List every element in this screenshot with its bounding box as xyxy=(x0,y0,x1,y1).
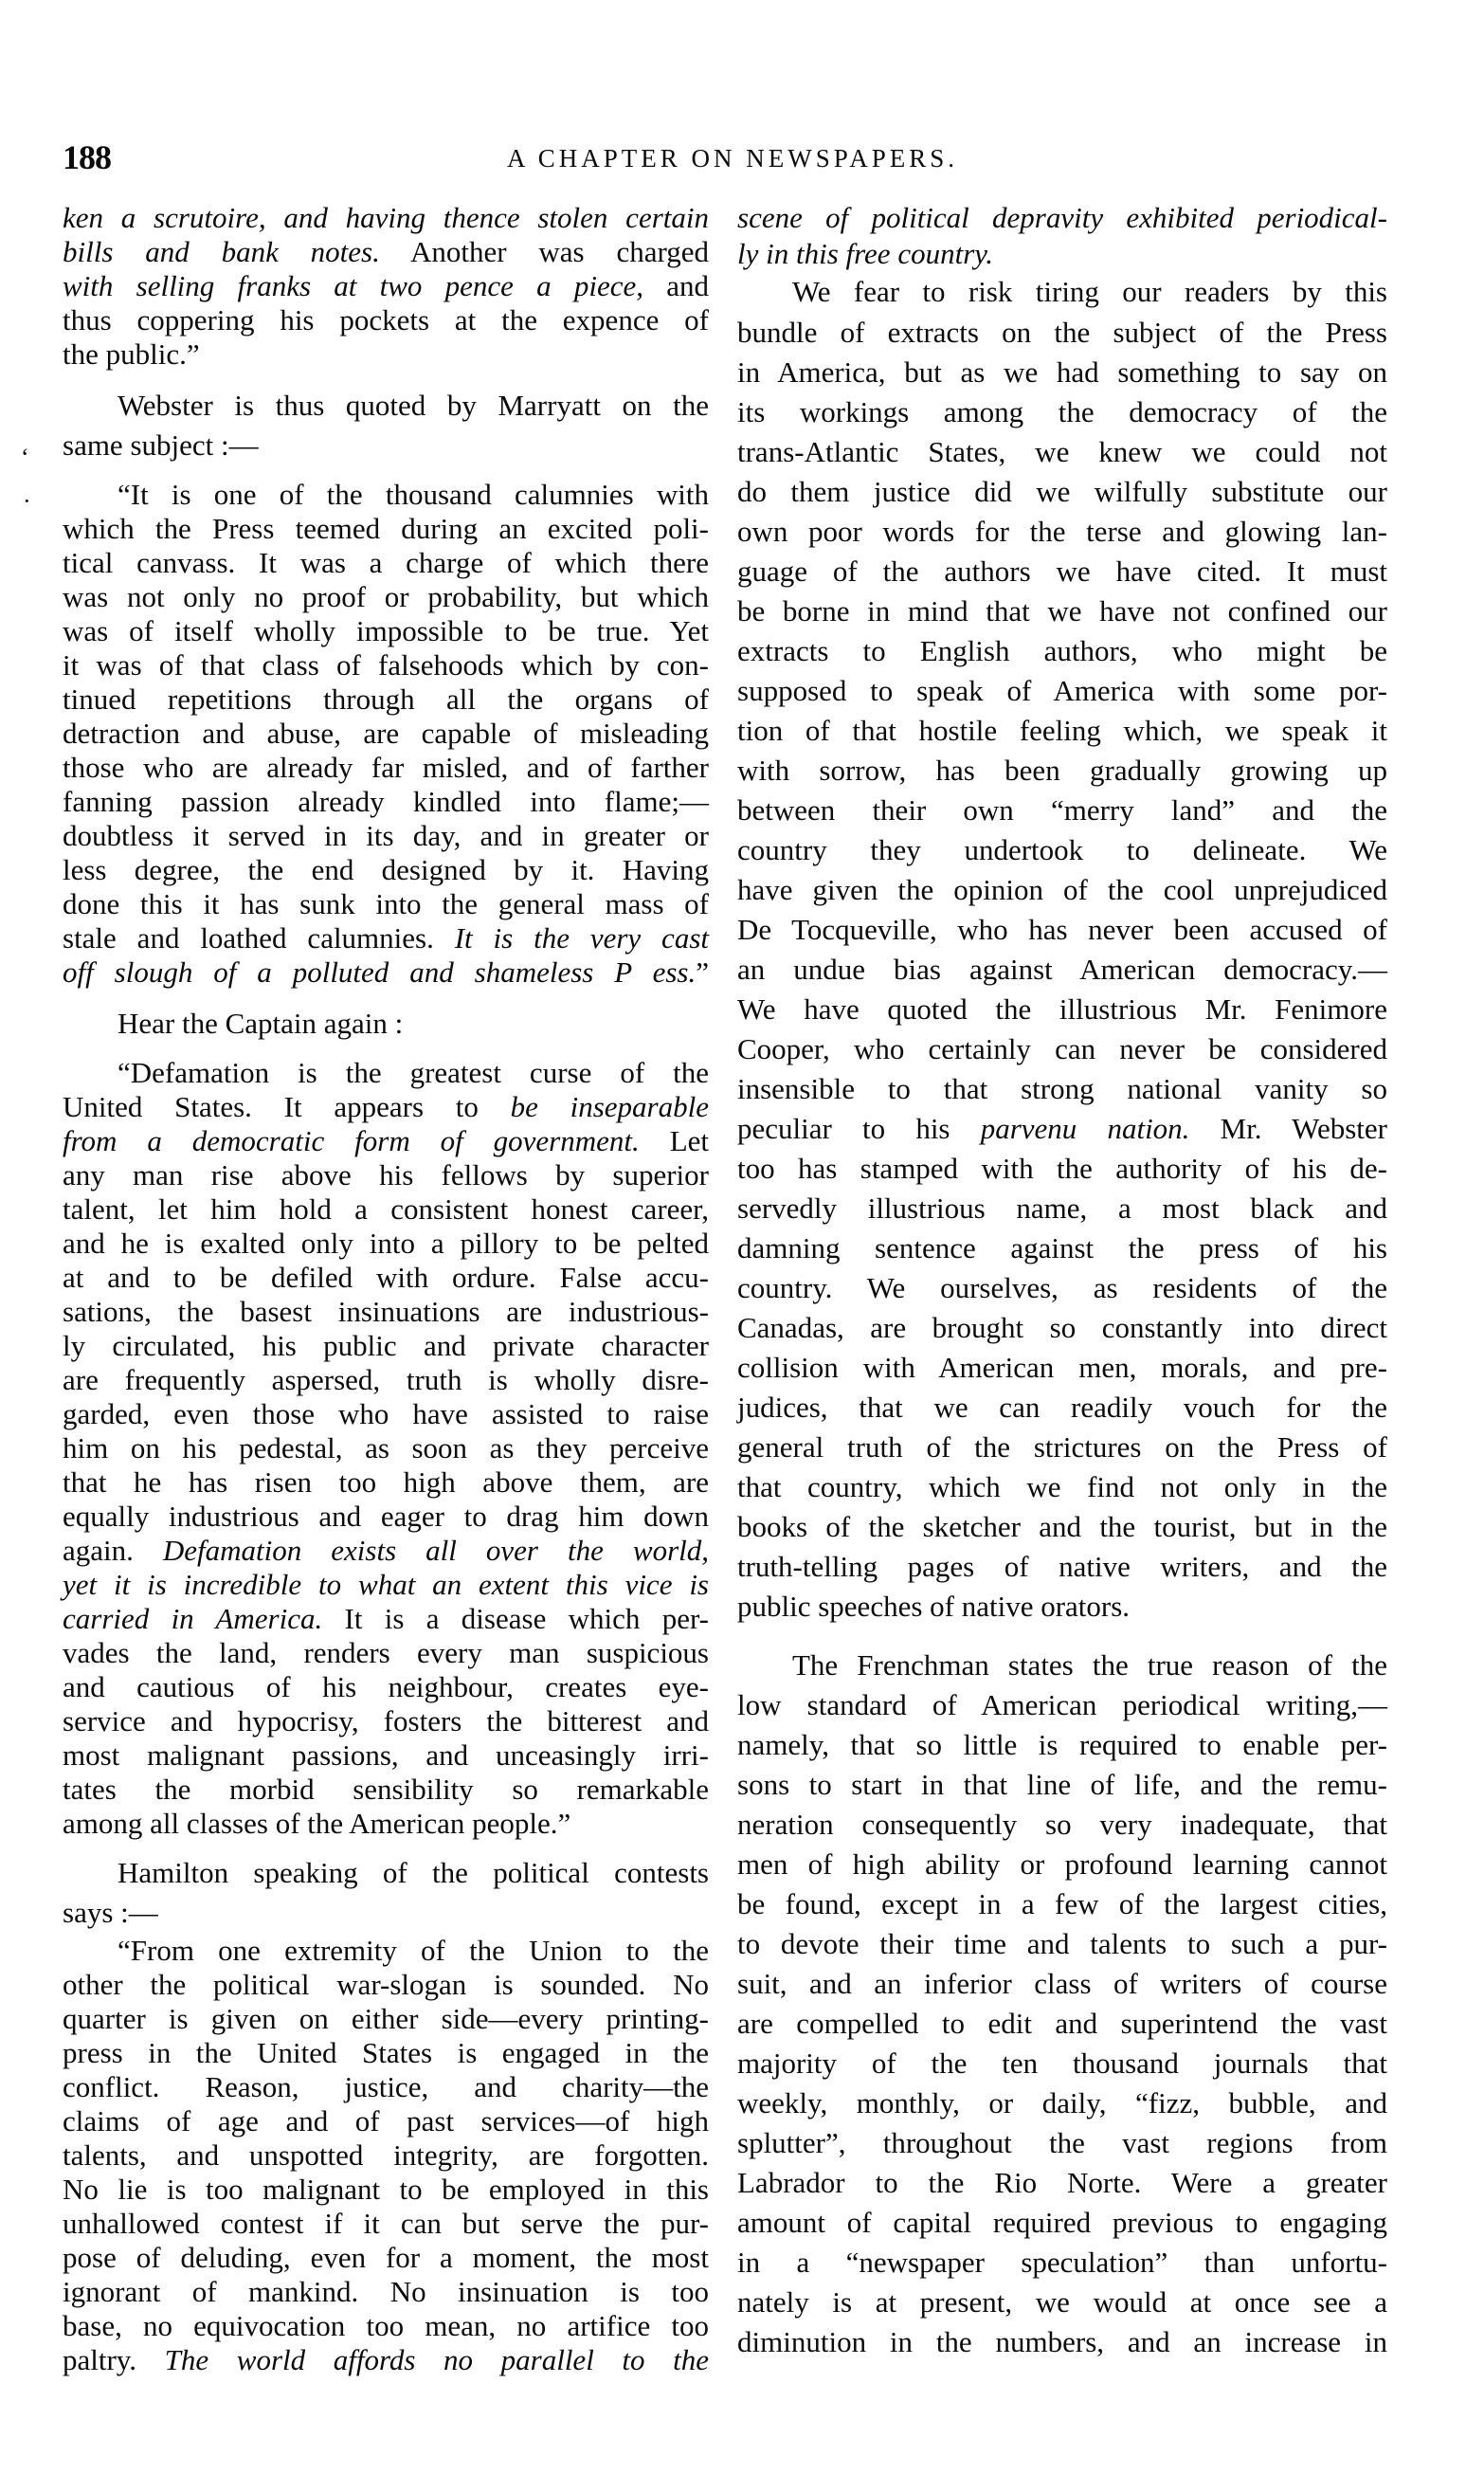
text-line xyxy=(63,2173,709,2210)
text-line xyxy=(63,2309,709,2347)
text-line xyxy=(737,1271,1387,1309)
text-segment: among all classes of the American people.” xyxy=(63,1807,571,1840)
text-segment: in America, but as we had something to say on xyxy=(737,355,1387,389)
text-segment: him on his pedestal, as soon as they perceive xyxy=(63,1431,709,1464)
text-segment: conflict. Reason, justice, and charity—the xyxy=(63,2070,709,2103)
text-line xyxy=(63,1227,709,1264)
text-segment: damning sentence against the press of his xyxy=(737,1231,1387,1264)
text-segment: suit, and an inferior class of writers of course xyxy=(737,1967,1387,2000)
text-line xyxy=(63,201,709,239)
text-segment: collision with American men, morals, and pre- xyxy=(737,1351,1387,1384)
text-segment: extracts to English authors, who might be xyxy=(737,634,1387,667)
text-line xyxy=(737,316,1387,354)
text-line xyxy=(63,2275,709,2313)
text-segment: sons to start in that line of life, and the remu- xyxy=(737,1768,1387,1801)
text-line xyxy=(737,634,1387,672)
text-segment: was not only no proof or probability, but which xyxy=(63,580,709,613)
text-line xyxy=(737,1231,1387,1269)
text-line xyxy=(737,1927,1387,1965)
text-segment: too has stamped with the authority of his de- xyxy=(737,1152,1387,1185)
italic-text: parvenu nation. xyxy=(980,1112,1190,1145)
text-line xyxy=(737,2246,1387,2283)
text-line xyxy=(63,1934,709,1972)
text-line xyxy=(737,1768,1387,1806)
text-segment: was of itself wholly impossible to be true. Yet xyxy=(63,614,709,647)
text-line xyxy=(63,478,709,516)
text-segment: weekly, monthly, or daily, “fizz, bubble, and xyxy=(737,2086,1387,2119)
text-line xyxy=(737,594,1387,632)
text-line xyxy=(737,1728,1387,1766)
text-segment: United States. It appears to xyxy=(63,1090,511,1123)
text-segment: at and to be defiled with ordure. False accu- xyxy=(63,1261,709,1294)
margin-mark: ‘ xyxy=(21,444,29,471)
text-segment: tical canvass. It was a charge of which there xyxy=(63,546,709,579)
text-segment: judices, that we can readily vouch for the xyxy=(737,1391,1387,1424)
text-line xyxy=(737,475,1387,513)
text-segment: talent, let him hold a consistent honest career, xyxy=(63,1192,709,1226)
text-line xyxy=(737,2086,1387,2124)
text-line xyxy=(737,275,1387,313)
text-line xyxy=(737,1550,1387,1588)
text-line xyxy=(63,1807,709,1845)
text-line xyxy=(63,648,709,686)
text-segment: thus coppering his pockets at the expence of xyxy=(63,303,709,337)
text-line xyxy=(737,1847,1387,1885)
text-line xyxy=(737,2285,1387,2323)
text-line xyxy=(63,1124,709,1162)
text-segment: We fear to risk tiring our readers by this xyxy=(792,275,1387,308)
text-line xyxy=(737,1510,1387,1548)
text-segment: unhallowed contest if it can but serve the pur- xyxy=(63,2207,709,2240)
text-line xyxy=(737,555,1387,592)
text-line xyxy=(63,751,709,789)
text-line xyxy=(737,2166,1387,2204)
text-segment: equally industrious and eager to drag him down xyxy=(63,1500,709,1533)
italic-text: Defamation exists all over the world, xyxy=(162,1534,709,1567)
text-line xyxy=(63,1397,709,1435)
text-line xyxy=(63,1261,709,1299)
italic-text: bills and bank notes. xyxy=(63,235,380,268)
text-segment: the public.” xyxy=(63,337,200,371)
text-segment: and cautious of his neighbour, creates eye- xyxy=(63,1670,709,1703)
text-segment: Canadas, are brought so constantly into direct xyxy=(737,1311,1387,1344)
text-segment: tion of that hostile feeling which, we speak it xyxy=(737,714,1387,747)
text-segment: Let xyxy=(639,1124,709,1157)
text-line xyxy=(737,1351,1387,1389)
italic-text: carried in America. xyxy=(63,1602,323,1635)
text-line xyxy=(737,1590,1387,1628)
text-line xyxy=(63,269,709,307)
text-line xyxy=(737,2007,1387,2045)
text-segment: “It is one of the thousand calumnies with xyxy=(118,478,709,511)
text-line xyxy=(63,2207,709,2245)
text-segment: No lie is too malignant to be employed in this xyxy=(63,2173,709,2206)
text-segment: garded, even those who have assisted to raise xyxy=(63,1397,709,1430)
text-segment: are compelled to edit and superintend the vast xyxy=(737,2007,1387,2040)
text-segment: fanning passion already kindled into flame;— xyxy=(63,785,709,818)
margin-mark: · xyxy=(23,487,31,515)
italic-text: off slough of a polluted and shameless P ess. xyxy=(63,955,697,989)
text-segment: nately is at present, we would at once see a xyxy=(737,2285,1387,2319)
italic-text: ken a scrutoire, and having thence stolen certain xyxy=(63,201,709,234)
text-segment: says :— xyxy=(63,1896,158,1929)
text-line xyxy=(737,2206,1387,2244)
italic-text: The world affords no parallel to the xyxy=(164,2343,710,2376)
text-line xyxy=(63,682,709,720)
text-segment: less degree, the end designed by it. Having xyxy=(63,853,709,886)
text-line xyxy=(63,1192,709,1230)
text-segment: which the Press teemed during an excited poli- xyxy=(63,512,709,545)
text-segment: supposed to speak of America with some por- xyxy=(737,674,1387,707)
text-segment: be borne in mind that we have not confined our xyxy=(737,594,1387,628)
text-line xyxy=(63,819,709,857)
text-line xyxy=(737,714,1387,752)
text-segment: quarter is given on either side—every printing- xyxy=(63,2002,709,2035)
text-segment: with sorrow, has been gradually growing up xyxy=(737,754,1387,787)
text-segment: ” xyxy=(696,955,709,989)
text-line xyxy=(63,1363,709,1401)
text-segment: insensible to that strong national vanity so xyxy=(737,1072,1387,1105)
italic-text: ly in this free country. xyxy=(737,237,994,270)
text-line xyxy=(63,1636,709,1674)
text-segment: are frequently aspersed, truth is wholly disre- xyxy=(63,1363,709,1396)
text-segment: pose of deluding, even for a moment, the most xyxy=(63,2241,709,2274)
text-line xyxy=(63,1773,709,1810)
text-line xyxy=(737,355,1387,393)
text-segment: it was of that class of falsehoods which by con- xyxy=(63,648,709,682)
text-line xyxy=(737,201,1387,239)
text-segment: diminution in the numbers, and an increase in xyxy=(737,2325,1387,2358)
text-segment: other the political war-slogan is sounded. No xyxy=(63,1968,709,2001)
text-line xyxy=(737,1072,1387,1110)
text-segment: ignorant of mankind. No insinuation is too xyxy=(63,2275,709,2308)
text-line xyxy=(63,955,709,993)
italic-text: with selling franks at two pence a piece, xyxy=(63,269,643,302)
text-segment: that country, which we find not only in the xyxy=(737,1470,1387,1503)
text-segment: country they undertook to delineate. We xyxy=(737,833,1387,866)
text-segment: stale and loathed calumnies. xyxy=(63,921,455,955)
text-segment: “From one extremity of the Union to the xyxy=(118,1934,709,1967)
text-line xyxy=(63,512,709,550)
text-segment: truth-telling pages of native writers, and the xyxy=(737,1550,1387,1583)
italic-text: scene of political depravity exhibited periodical- xyxy=(737,201,1387,234)
italic-text: from a democratic form of government. xyxy=(63,1124,640,1157)
text-segment: its workings among the democracy of the xyxy=(737,395,1387,428)
text-line xyxy=(737,1470,1387,1508)
text-line xyxy=(63,2241,709,2279)
text-segment: have given the opinion of the cool unprejudiced xyxy=(737,873,1387,906)
text-segment: talents, and unspotted integrity, are forgotten. xyxy=(63,2138,709,2172)
running-head: A CHAPTER ON NEWSPAPERS. xyxy=(506,144,959,173)
text-segment: be found, except in a few of the largest cities, xyxy=(737,1887,1387,1920)
text-segment: general truth of the strictures on the Press of xyxy=(737,1430,1387,1464)
text-line xyxy=(63,2036,709,2074)
text-segment: Hamilton speaking of the political contests xyxy=(118,1856,709,1889)
text-segment: Webster is thus quoted by Marryatt on the xyxy=(118,389,709,422)
text-segment: an undue bias against American democracy.— xyxy=(737,953,1387,986)
text-segment: service and hypocrisy, fosters the bitterest and xyxy=(63,1704,709,1737)
text-line xyxy=(737,237,1387,275)
text-line xyxy=(737,1152,1387,1190)
text-line xyxy=(63,1704,709,1742)
text-line xyxy=(737,1967,1387,2005)
text-line xyxy=(63,1295,709,1333)
text-line xyxy=(63,1568,709,1606)
text-segment: De Tocqueville, who has never been accused of xyxy=(737,913,1387,946)
text-line xyxy=(737,1192,1387,1229)
text-segment: servedly illustrious name, a most black and xyxy=(737,1192,1387,1225)
text-segment: again. xyxy=(63,1534,163,1567)
text-segment: claims of age and of past services—of high xyxy=(63,2104,709,2137)
text-segment: doubtless it served in its day, and in greater or xyxy=(63,819,709,852)
text-line xyxy=(63,1534,709,1572)
text-segment: Hear the Captain again : xyxy=(118,1007,404,1040)
text-segment: between their own “merry land” and the xyxy=(737,793,1387,827)
text-segment: guage of the authors we have cited. It must xyxy=(737,555,1387,588)
text-segment: trans-Atlantic States, we knew we could not xyxy=(737,435,1387,468)
text-line xyxy=(63,717,709,755)
text-line xyxy=(63,1602,709,1640)
text-line xyxy=(63,546,709,584)
text-line xyxy=(63,887,709,925)
text-segment: that he has risen too high above them, are xyxy=(63,1465,709,1499)
text-line xyxy=(737,1391,1387,1428)
text-segment: ly circulated, his public and private character xyxy=(63,1329,709,1362)
text-line xyxy=(63,853,709,891)
text-line xyxy=(63,303,709,341)
text-line xyxy=(737,1430,1387,1468)
text-segment: those who are already far misled, and of farther xyxy=(63,751,709,784)
text-segment: public speeches of native orators. xyxy=(737,1590,1131,1623)
text-segment: vades the land, renders every man suspicious xyxy=(63,1636,709,1669)
text-line xyxy=(63,1056,709,1094)
italic-text: yet it is incredible to what an extent this vice is xyxy=(63,1568,709,1601)
italic-text: It is the very cast xyxy=(454,921,709,955)
text-line xyxy=(63,337,709,375)
text-segment: peculiar to his xyxy=(737,1112,981,1145)
text-line xyxy=(737,674,1387,712)
text-segment: Mr. Webster xyxy=(1189,1112,1387,1145)
text-line xyxy=(737,992,1387,1030)
text-segment: bundle of extracts on the subject of the Press xyxy=(737,316,1387,349)
text-line xyxy=(63,1090,709,1128)
text-segment: Labrador to the Rio Norte. Were a greater xyxy=(737,2166,1387,2199)
text-line xyxy=(737,1688,1387,1726)
text-segment: low standard of American periodical writing,— xyxy=(737,1688,1387,1721)
text-line xyxy=(737,515,1387,553)
text-segment: Another was charged xyxy=(379,235,709,268)
text-line xyxy=(737,1032,1387,1070)
text-segment: any man rise above his fellows by superior xyxy=(63,1158,709,1192)
text-segment: country. We ourselves, as residents of the xyxy=(737,1271,1387,1304)
text-segment: press in the United States is engaged in the xyxy=(63,2036,709,2069)
text-segment: do them justice did we wilfully substitute our xyxy=(737,475,1387,508)
text-line xyxy=(737,873,1387,911)
text-line xyxy=(737,2126,1387,2164)
text-line xyxy=(63,1329,709,1367)
text-segment: detraction and abuse, are capable of misleading xyxy=(63,717,709,750)
text-segment: tinued repetitions through all the organs of xyxy=(63,682,709,716)
text-line xyxy=(737,1311,1387,1349)
text-segment: done this it has sunk into the general mass of xyxy=(63,887,709,920)
text-line xyxy=(737,953,1387,991)
text-line xyxy=(63,921,709,959)
text-segment: The Frenchman states the true reason of the xyxy=(792,1648,1387,1682)
text-line xyxy=(737,2325,1387,2363)
text-line xyxy=(63,1856,709,1894)
text-line xyxy=(63,1670,709,1708)
text-line xyxy=(63,2002,709,2040)
text-line xyxy=(63,1158,709,1196)
text-line xyxy=(737,1648,1387,1686)
text-line xyxy=(737,2047,1387,2084)
text-segment: and he is exalted only into a pillory to be pelted xyxy=(63,1227,709,1260)
text-line xyxy=(63,1431,709,1469)
text-segment: namely, that so little is required to enable per- xyxy=(737,1728,1387,1761)
text-line xyxy=(737,793,1387,831)
text-line xyxy=(737,833,1387,871)
text-line xyxy=(63,2138,709,2176)
text-line xyxy=(737,754,1387,791)
text-line xyxy=(63,580,709,618)
italic-text: be inseparable xyxy=(510,1090,709,1123)
text-segment: neration consequently so very inadequate, that xyxy=(737,1808,1387,1841)
text-line xyxy=(737,1808,1387,1846)
text-segment: amount of capital required previous to engaging xyxy=(737,2206,1387,2239)
text-line xyxy=(737,1887,1387,1925)
text-segment: books of the sketcher and the tourist, but in the xyxy=(737,1510,1387,1543)
text-segment: We have quoted the illustrious Mr. Fenimore xyxy=(737,992,1387,1026)
text-line xyxy=(63,2343,709,2381)
text-line xyxy=(63,1007,709,1045)
text-line xyxy=(737,1112,1387,1150)
text-segment: “Defamation is the greatest curse of the xyxy=(118,1056,709,1089)
text-segment: tates the morbid sensibility so remarkable xyxy=(63,1773,709,1806)
text-line xyxy=(63,1738,709,1776)
text-line xyxy=(63,614,709,652)
text-line xyxy=(737,913,1387,951)
text-line xyxy=(63,1500,709,1537)
text-line xyxy=(63,1465,709,1503)
text-segment: majority of the ten thousand journals that xyxy=(737,2047,1387,2080)
text-line xyxy=(63,1896,709,1934)
text-line xyxy=(63,2104,709,2142)
text-line xyxy=(63,389,709,427)
text-line xyxy=(63,235,709,273)
text-segment: in a “newspaper speculation” than unfortu- xyxy=(737,2246,1387,2279)
text-line xyxy=(737,395,1387,433)
text-segment: most malignant passions, and unceasingly irri- xyxy=(63,1738,709,1772)
text-line xyxy=(63,428,709,466)
text-segment: same subject :— xyxy=(63,428,259,462)
text-segment: base, no equivocation too mean, no artifice too xyxy=(63,2309,709,2342)
page-number: 188 xyxy=(63,138,111,176)
text-segment: Cooper, who certainly can never be considered xyxy=(737,1032,1387,1065)
text-line xyxy=(737,435,1387,473)
text-segment: It is a disease which per- xyxy=(322,1602,709,1635)
text-segment: to devote their time and talents to such a pur- xyxy=(737,1927,1387,1960)
text-segment: splutter”, throughout the vast regions from xyxy=(737,2126,1387,2159)
text-segment: men of high ability or profound learning cannot xyxy=(737,1847,1387,1881)
text-segment: and xyxy=(643,269,709,302)
text-segment: paltry. xyxy=(63,2343,165,2376)
text-segment: sations, the basest insinuations are industrious- xyxy=(63,1295,709,1328)
text-line xyxy=(63,785,709,823)
text-segment: own poor words for the terse and glowing lan- xyxy=(737,515,1387,548)
text-line xyxy=(63,2070,709,2108)
text-line xyxy=(63,1968,709,2006)
